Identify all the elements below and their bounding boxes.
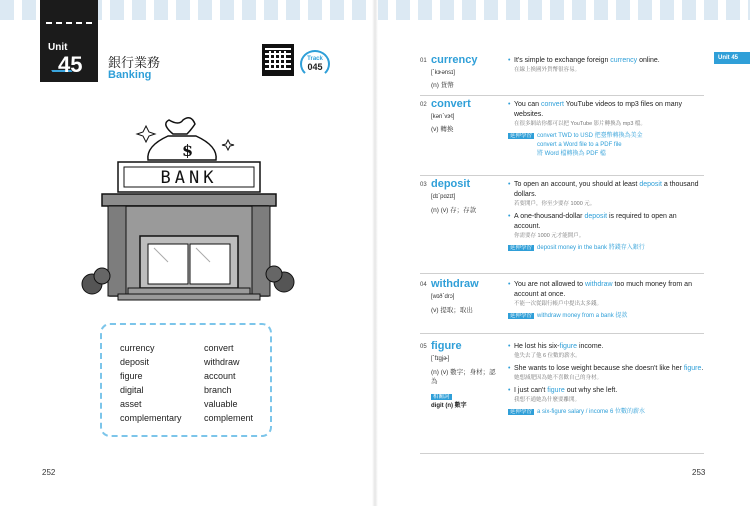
related-badge: 相關詞 (433, 394, 450, 400)
bank-sign: BANK (160, 168, 218, 188)
extension-block: 延伸學習 convert TWD to USD 把臺幣轉換為美金 convert a Word file to a PDF file 將 Word 檔轉換為 PDF 檔 (510, 133, 643, 157)
extension-badge: 延伸學習 (510, 133, 533, 139)
entry-ipa: [ˋkɝənsɪ] (431, 70, 455, 76)
example-sentence: • I just can't figure out why she left. 我想不通她為什麼要離開。 (508, 386, 704, 405)
example-translation: 不能一次從銀行帳戶中提出太多錢。 (514, 301, 603, 307)
vocab-item: complementary (120, 413, 182, 423)
entry-word: withdraw (431, 278, 479, 290)
example-translation: 我想不通她為什麼要離開。 (514, 397, 581, 403)
entry-withdraw (420, 278, 704, 334)
unit-side-tab: Unit 45 (714, 52, 750, 64)
vocab-item: complement (204, 413, 254, 423)
entry-currency (420, 54, 704, 96)
entry-pos: (v) 轉換 (431, 126, 454, 133)
entry-word: currency (431, 54, 478, 66)
track-label: Track (307, 56, 323, 62)
vocab-item: withdraw (204, 357, 240, 367)
unit-dash-line (46, 22, 92, 24)
extension-badge: 延伸學習 (510, 245, 533, 251)
example-sentence: • She wants to lose weight because she doesn't like her figure. 她想減肥因為她不喜歡自己的身材。 (508, 364, 704, 383)
unit-number: 45 (58, 52, 83, 77)
entry-number: 02 (420, 102, 427, 108)
entry-number: 04 (420, 282, 427, 288)
vocab-item: digital (120, 385, 144, 395)
extension-block: 延伸學習 deposit money in the bank 將錢存入銀行 (510, 245, 645, 251)
vocab-item: deposit (120, 357, 150, 367)
example-sentence: • A one-thousand-dollar deposit is required to open an account. 你需要存 1000 元才能開戶。 (508, 212, 704, 241)
unit-title-zh: 銀行業務 (108, 55, 161, 70)
bank-illustration (78, 112, 300, 302)
extension-badge: 延伸學習 (510, 409, 533, 415)
entry-pos: (v) 提取；取出 (431, 307, 473, 314)
audio-track-badge[interactable] (300, 50, 330, 78)
vocab-column-2 (204, 341, 253, 425)
extension-block: 延伸學習 a six-figure salary / income 6 位數的薪水 (510, 409, 646, 415)
example-sentence: • You are not allowed to withdraw too much money from an account at once. 不能一次從銀行帳戶中提出太多錢。 (508, 280, 704, 309)
example-list (508, 56, 704, 78)
book-gutter (372, 0, 378, 506)
right-page-number: 253 (692, 468, 706, 477)
example-translation: 在很多網站你都可以把 YouTube 影片轉換為 mp3 檔。 (514, 121, 646, 127)
entry-figure (420, 340, 704, 454)
entry-number: 03 (420, 182, 427, 188)
related-word-note: 相關詞 digit (n) 數字 (431, 394, 467, 409)
example-sentence: • He lost his six-figure income. 他失去了他 6 位數的薪水。 (508, 342, 704, 361)
example-translation: 她想減肥因為她不喜歡自己的身材。 (514, 375, 603, 381)
svg-text:$: $ (182, 141, 194, 160)
unit-title-en: Banking (108, 69, 152, 81)
money-bag-icon (137, 118, 234, 160)
entry-ipa: [ˋfɪgjɚ] (431, 356, 450, 362)
vocab-column-1 (120, 341, 182, 425)
extension-badge: 延伸學習 (510, 313, 533, 319)
vocab-item: figure (120, 371, 143, 381)
vocab-item: convert (204, 343, 234, 353)
example-list (508, 180, 704, 253)
entry-pos: (n) (v) 存；存款 (431, 207, 477, 214)
example-sentence: • It's simple to exchange foreign currency online. 在線上換國外貨幣很容易。 (508, 56, 704, 75)
example-translation: 若要開戶，你至少要存 1000 元。 (514, 201, 596, 207)
vocab-summary-box (100, 323, 272, 437)
vocab-item: asset (120, 399, 142, 409)
entry-pos: (n) 貨幣 (431, 82, 454, 89)
entry-convert (420, 98, 704, 176)
track-number: 045 (307, 62, 323, 72)
example-list (508, 100, 704, 159)
vocab-item: branch (204, 385, 232, 395)
example-translation: 你需要存 1000 元才能開戶。 (514, 233, 585, 239)
extension-block: 延伸學習 withdraw money from a bank 提款 (510, 313, 628, 319)
entry-ipa: [wɪðˋdrɔ] (431, 294, 455, 300)
vocab-item: valuable (204, 399, 238, 409)
unit-badge (40, 0, 98, 82)
vocab-item: account (204, 371, 236, 381)
entry-word: deposit (431, 178, 471, 190)
example-translation: 他失去了他 6 位數的薪水。 (514, 353, 581, 359)
entry-number: 05 (420, 344, 427, 350)
example-list (508, 342, 704, 417)
entry-ipa: [kənˋvɝt] (431, 114, 455, 120)
headphones-icon (300, 50, 330, 78)
vocab-item: currency (120, 343, 155, 353)
entry-number: 01 (420, 58, 427, 64)
entry-word: convert (431, 98, 471, 110)
example-sentence: • To open an account, you should at least deposit a thousand dollars. 若要開戶，你至少要存 1000 元。 (508, 180, 704, 209)
example-sentence: • You can convert YouTube videos to mp3 files on many websites. 在很多網站你都可以把 YouTube 影片轉換為 mp3 檔。 (508, 100, 704, 129)
entry-pos: (n) (v) 數字；身材；認為 (431, 369, 496, 385)
entry-deposit (420, 178, 704, 274)
qr-code-icon[interactable] (262, 44, 294, 76)
entry-ipa: [dɪˋpɑzɪt] (431, 194, 456, 200)
example-translation: 在線上換國外貨幣很容易。 (514, 67, 581, 73)
left-page-number: 252 (42, 468, 56, 477)
example-list (508, 280, 704, 321)
entry-word: figure (431, 340, 462, 352)
unit-label: Unit (48, 42, 68, 53)
